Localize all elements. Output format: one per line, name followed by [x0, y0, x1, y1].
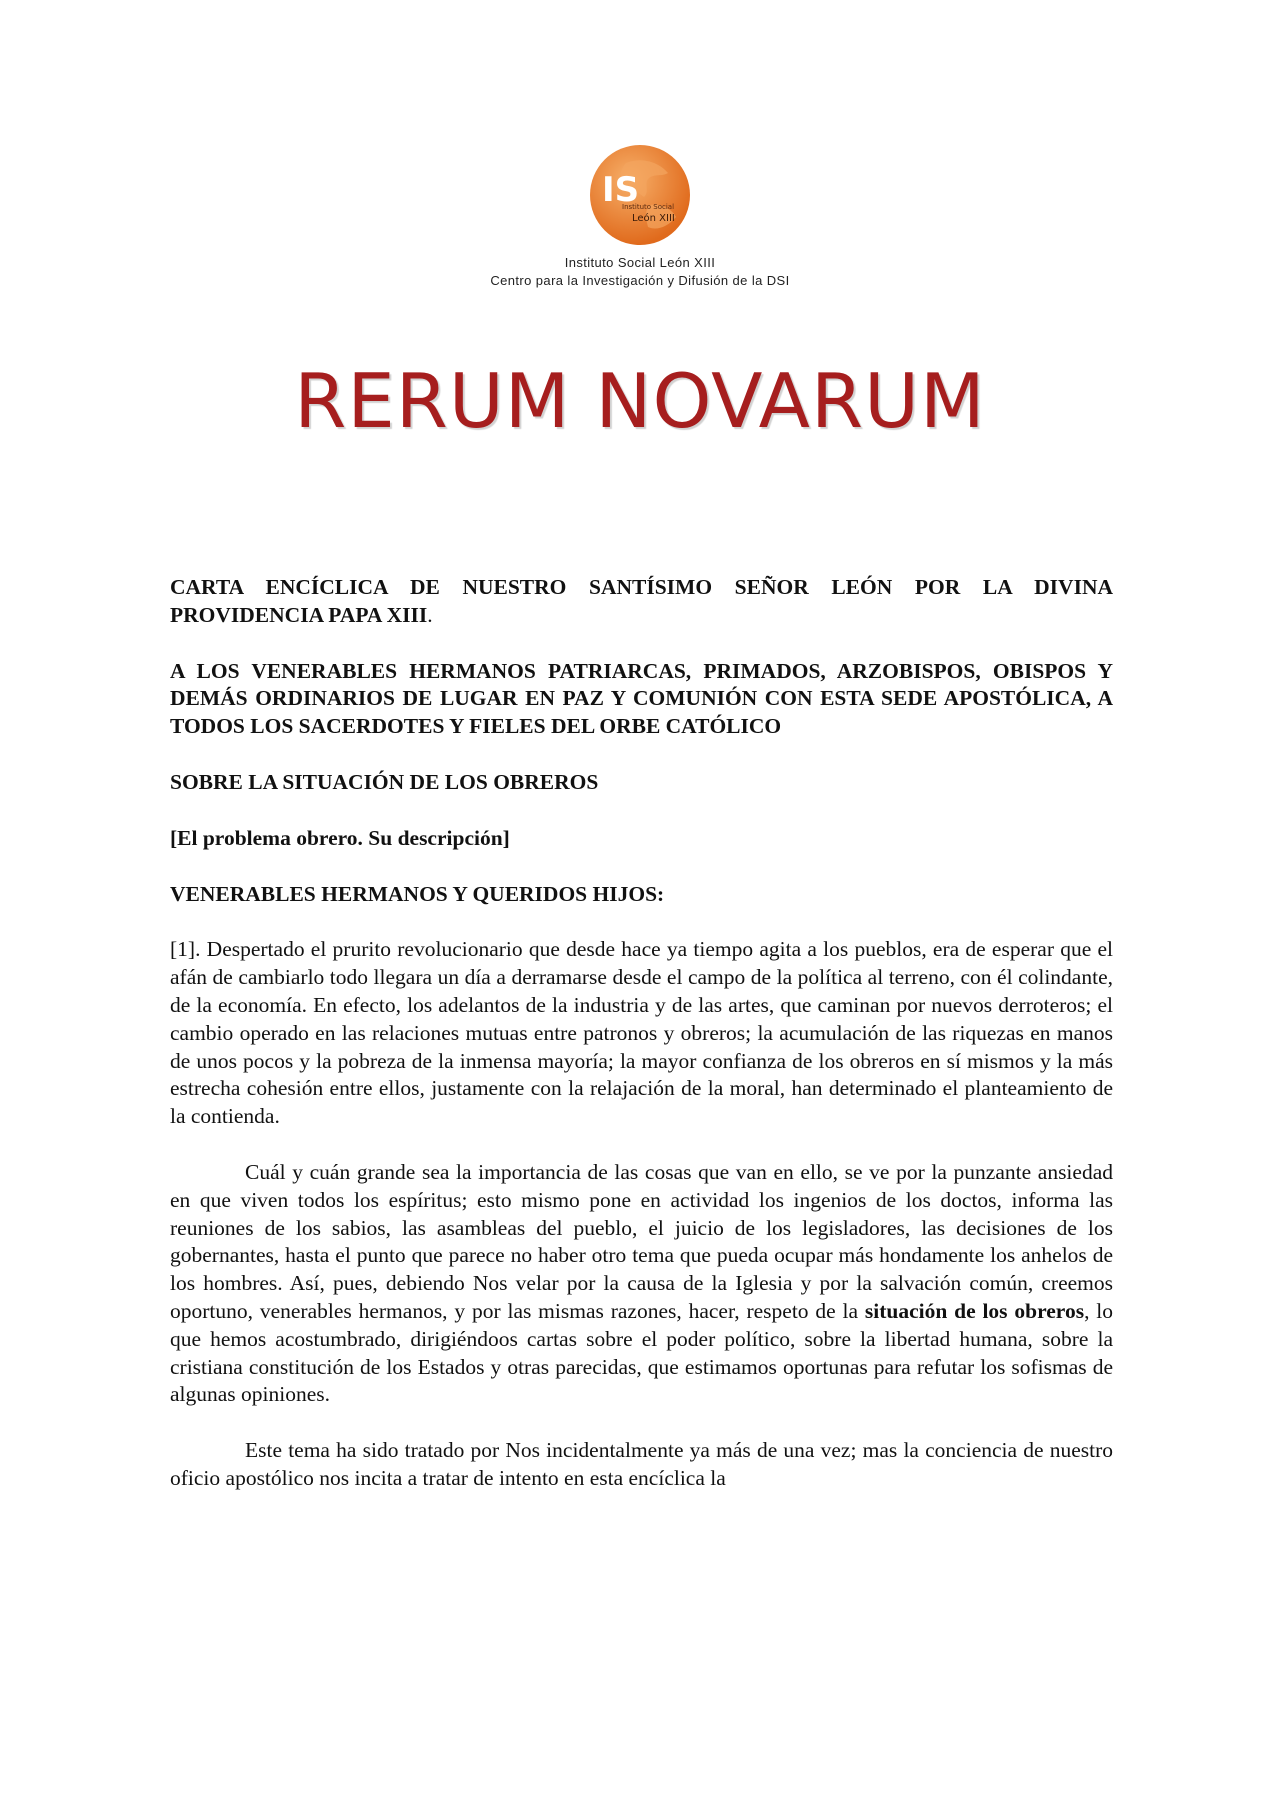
- encyclical-heading: CARTA ENCÍCLICA DE NUESTRO SANTÍSIMO SEÑOR LEÓN POR LA DIVINA PROVIDENCIA PAPA XIII.: [170, 575, 1113, 627]
- salutation: VENERABLES HERMANOS Y QUERIDOS HIJOS:: [170, 881, 665, 906]
- institute-name: Instituto Social León XIII: [564, 255, 716, 270]
- paragraph-1: [1]. Despertado el prurito revolucionario que desde hace ya tiempo agita a los pueblos, era de esperar que el afán de cambiarlo todo llegara un día a derramarse desde el campo de la política al terreno, con él colindante, de la economía. En efecto, los adelantos de la industria y de las artes, que caminan por nuevos derroteros; el cambio operado en las relaciones mutuas entre patronos y obreros; la acumulación de las riquezas en manos de unos pocos y la pobreza de la inmensa mayoría; la mayor confianza de los obreros en sí mismos y la más estrecha cohesión entre ellos, justamente con la relajación de la moral, han determinado el planteamiento de la contienda.: [170, 937, 1113, 1129]
- paragraph-3: Este tema ha sido tratado por Nos incidentalmente ya más de una vez; mas la conciencia de nuestro oficio apostólico nos incita a tratar de intento en esta encíclica la: [170, 1438, 1113, 1490]
- logo-mark: IS: [602, 170, 640, 210]
- institute-logo: [588, 143, 692, 247]
- paragraph-2: Cuál y cuán grande sea la importancia de las cosas que van en ello, se ve por la punzante ansiedad en que viven todos los espíritus; esto mismo pone en actividad los ingenios de los doctos, informa las reuniones de los sabios, las asambleas del pueblo, el juicio de los legisladores, las decisiones de los gobernantes, hasta el punto que parece no haber otro tema que pueda ocupar más hondamente los anhelos de los hombres. Así, pues, debiendo Nos velar por la causa de la Iglesia y por la salvación común, creemos oportuno, venerables hermanos, y por las mismas razones, hacer, respeto de la situación de los obreros, lo que hemos acostumbrado, dirigiéndoos cartas sobre el poder político, sobre la libertad humana, sobre la cristiana constitución de los Estados y otras parecidas, que estimamos oportunas para refutar los sofismas de algunas opiniones.: [170, 1159, 1113, 1407]
- document-title: RERUM NOVARUM: [294, 357, 986, 445]
- section-heading: [El problema obrero. Su descripción]: [170, 825, 510, 850]
- subject-heading: SOBRE LA SITUACIÓN DE LOS OBREROS: [170, 769, 599, 794]
- document-body: [170, 574, 1113, 1493]
- logo-line1: Instituto Social: [622, 203, 675, 211]
- emphasis-text: situación de los obreros: [864, 1298, 1085, 1323]
- institute-subtitle: Centro para la Investigación y Difusión de la DSI: [490, 273, 790, 288]
- logo-line2: León XIII: [632, 213, 675, 224]
- globe-logo-icon: [588, 143, 692, 247]
- institute-header: [0, 254, 1280, 290]
- addressees-heading: A LOS VENERABLES HERMANOS PATRIARCAS, PRIMADOS, ARZOBISPOS, OBISPOS Y DEMÁS ORDINARIOS DE LUGAR EN PAZ Y COMUNIÓN CON ESTA SEDE APOSTÓLICA, A TODOS LOS SACERDOTES Y FIELES DEL ORBE CATÓLICO: [170, 658, 1113, 739]
